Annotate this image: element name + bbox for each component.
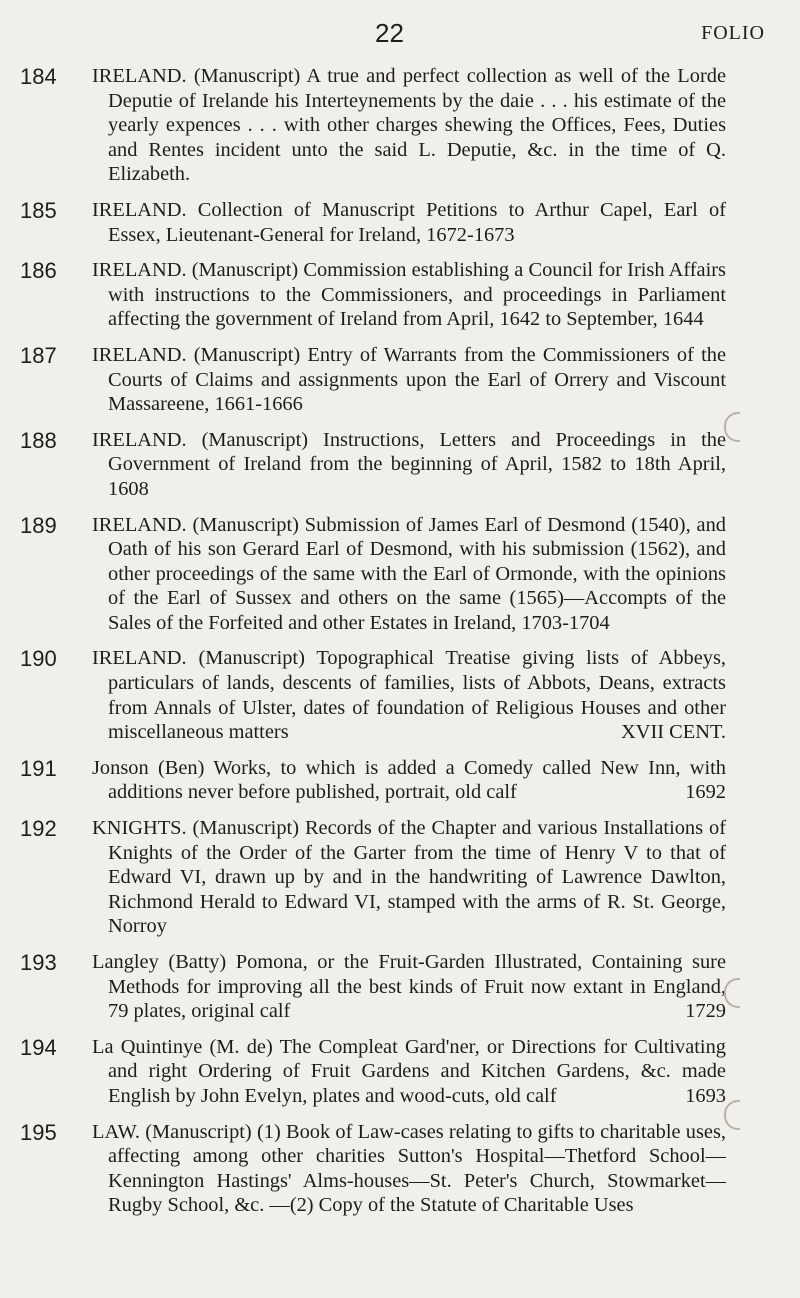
entry-description: La Quintinye (M. de) The Compleat Gard'ner, or Directions for Cultivating and right Ordering of Fruit Gardens and Kitchen Gardens, &c. made English by John Evelyn, plates and wood-cuts, old calf 1693: [92, 1035, 726, 1107]
page-number: 22: [375, 18, 404, 48]
entry-date: 1692: [685, 781, 726, 804]
catalogue-entry: [0, 646, 800, 744]
catalogue-entry: [0, 513, 800, 636]
lot-number: 194: [20, 1034, 57, 1060]
entry-description: IRELAND. (Manuscript) Commission establishing a Council for Irish Affairs with instructions to the Commissioners, and proceedings in Parliament affecting the government of Ireland from April, 1642 to September, 1644: [92, 259, 726, 331]
catalogue-entry: [0, 258, 800, 332]
lot-number: 187: [20, 342, 57, 368]
catalogue-entries: [0, 64, 800, 1229]
entry-description: IRELAND. (Manuscript) Instructions, Letters and Proceedings in the Government of Ireland from the beginning of April, 1582 to 18th April, 1608: [92, 428, 726, 500]
lot-number: 191: [20, 755, 57, 781]
folio-label: FOLIO: [701, 22, 765, 44]
entry-description: IRELAND. (Manuscript) A true and perfect collection as well of the Lorde Deputie of Irelande his Interteynements by the daie . . . his estimate of the yearly expences . . . with other charges shewing the Offices, Fees, Duties and Rentes incident unto the said L. Deputie, &c. in the time of Q. Elizabeth.: [92, 65, 726, 186]
lot-number: 195: [20, 1119, 57, 1145]
entry-description: Langley (Batty) Pomona, or the Fruit-Garden Illustrated, Containing sure Methods for improving all the best kinds of Fruit now extant in England, 79 plates, original calf 1729: [92, 951, 726, 1023]
entry-date: XVII CENT.: [621, 721, 726, 744]
lot-number: 185: [20, 197, 57, 223]
lot-number: 193: [20, 950, 57, 975]
binding-hole-mark: [724, 978, 740, 1008]
entry-date: 1693: [685, 1084, 726, 1107]
lot-number: 184: [20, 64, 57, 89]
binding-hole-mark: [724, 1100, 740, 1130]
entry-date: 1729: [685, 1000, 726, 1023]
lot-number: 189: [20, 512, 57, 538]
catalogue-entry: [0, 198, 800, 247]
entry-description: Jonson (Ben) Works, to which is added a Comedy called New Inn, with additions never before published, portrait, old calf 1692: [92, 756, 726, 804]
entry-description: IRELAND. (Manuscript) Entry of Warrants from the Commissioners of the Courts of Claims and assignments upon the Earl of Orrery and Viscount Massareene, 1661-1666: [92, 343, 726, 416]
catalogue-entry: [0, 756, 800, 805]
page-header: [0, 18, 800, 58]
catalogue-entry: [0, 428, 800, 502]
catalogue-entry: [0, 950, 800, 1024]
catalogue-entry: [0, 1035, 800, 1109]
entry-description: IRELAND. Collection of Manuscript Petitions to Arthur Capel, Earl of Essex, Lieutenant-General for Ireland, 1672-1673: [92, 198, 726, 246]
catalogue-entry: [0, 1120, 800, 1218]
entry-description: IRELAND. (Manuscript) Topographical Treatise giving lists of Abbeys, particulars of lands, descents of families, lists of Abbots, Deans, extracts from Annals of Ulster, dates of foundation of Religious Houses and other miscellaneous matters XVII CENT.: [92, 647, 726, 744]
catalogue-entry: [0, 816, 800, 939]
catalogue-entry: [0, 64, 800, 187]
lot-number: 188: [20, 427, 57, 453]
entry-description: IRELAND. (Manuscript) Submission of James Earl of Desmond (1540), and Oath of his son Gerard Earl of Desmond, with his submission (1562), and other proceedings of the same with the Earl of Ormonde, with the opinions of the Earl of Sussex and others on the same (1565)—Accompts of the Sales of the Forfeited and other Estates in Ireland, 1703-1704: [92, 513, 726, 634]
entry-description: LAW. (Manuscript) (1) Book of Law-cases relating to gifts to charitable uses, affecting among other charities Sutton's Hospital—Thetford School—Kennington Hastings' Alms-houses—St. Peter's Church, Stowmarket—Rugby School, &c. —(2) Copy of the Statute of Charitable Uses: [92, 1120, 726, 1217]
entry-description: KNIGHTS. (Manuscript) Records of the Chapter and various Installations of Knights of the Order of the Garter from the time of Henry V to that of Edward VI, drawn up by and in the handwriting of Lawrence Dawlton, Richmond Herald to Edward VI, stamped with the arms of R. St. George, Norroy: [92, 817, 726, 938]
lot-number: 186: [20, 258, 57, 284]
lot-number: 192: [20, 816, 57, 842]
catalogue-entry: [0, 343, 800, 417]
lot-number: 190: [20, 646, 57, 672]
binding-hole-marks: [710, 0, 800, 1298]
binding-hole-mark: [724, 412, 740, 442]
